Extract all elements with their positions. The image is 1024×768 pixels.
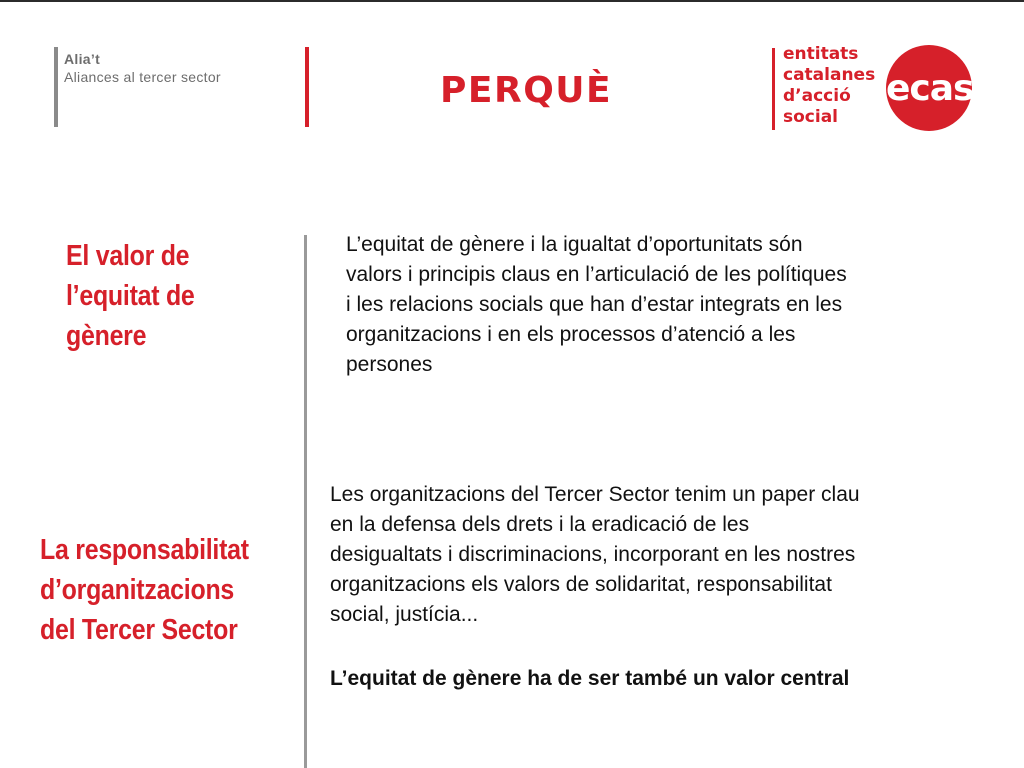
- section-body-gender-equity: [346, 230, 976, 380]
- heading-line: l’equitat de: [66, 280, 195, 312]
- section-heading-responsibility: [40, 530, 315, 650]
- body-line: en la defensa dels drets i la eradicació de les: [330, 513, 750, 536]
- brand-block: [64, 50, 221, 86]
- vertical-divider: [304, 235, 307, 768]
- header-red-bar: [305, 47, 309, 127]
- body-line: valors i principis claus en l’articulació de les polítiques: [346, 263, 847, 286]
- body-line: desigualtats i discriminacions, incorporant en les nostres: [330, 543, 856, 566]
- logo-bar: [772, 48, 775, 130]
- logo-word: ecas: [886, 68, 974, 109]
- heading-line: gènere: [66, 320, 147, 352]
- body-line: persones: [346, 353, 433, 376]
- header-left-bar: [54, 47, 58, 127]
- logo-line: entitats: [783, 44, 859, 64]
- ecas-logo: [772, 44, 982, 134]
- body-line: Les organitzacions del Tercer Sector tenim un paper clau: [330, 483, 860, 506]
- heading-line: La responsabilitat: [40, 534, 249, 566]
- body-line: i les relacions socials que han d’estar integrats en les: [346, 293, 843, 316]
- body-line: social, justícia...: [330, 603, 479, 626]
- body-line: organitzacions els valors de solidaritat, responsabilitat: [330, 573, 832, 596]
- section-body-responsibility: [330, 480, 990, 630]
- central-value-statement: L’equitat de gènere ha de ser també un valor central: [330, 667, 850, 690]
- logo-line: catalanes: [783, 65, 876, 85]
- section-heading-gender-equity: [66, 236, 290, 356]
- page-title: PERQUÈ: [440, 70, 613, 111]
- logo-line: social: [783, 107, 839, 127]
- brand-name: Alia’t: [64, 51, 101, 67]
- body-line: organitzacions i en els processos d’atenció a les: [346, 323, 796, 346]
- brand-subtitle: Aliances al tercer sector: [64, 69, 221, 85]
- body-line: L’equitat de gènere i la igualtat d’oportunitats són: [346, 233, 803, 256]
- logo-text: [783, 44, 875, 128]
- logo-line: d’acció: [783, 86, 851, 106]
- top-rule: [0, 0, 1024, 2]
- heading-line: d’organitzacions: [40, 574, 235, 606]
- heading-line: El valor de: [66, 240, 190, 272]
- heading-line: del Tercer Sector: [40, 614, 238, 646]
